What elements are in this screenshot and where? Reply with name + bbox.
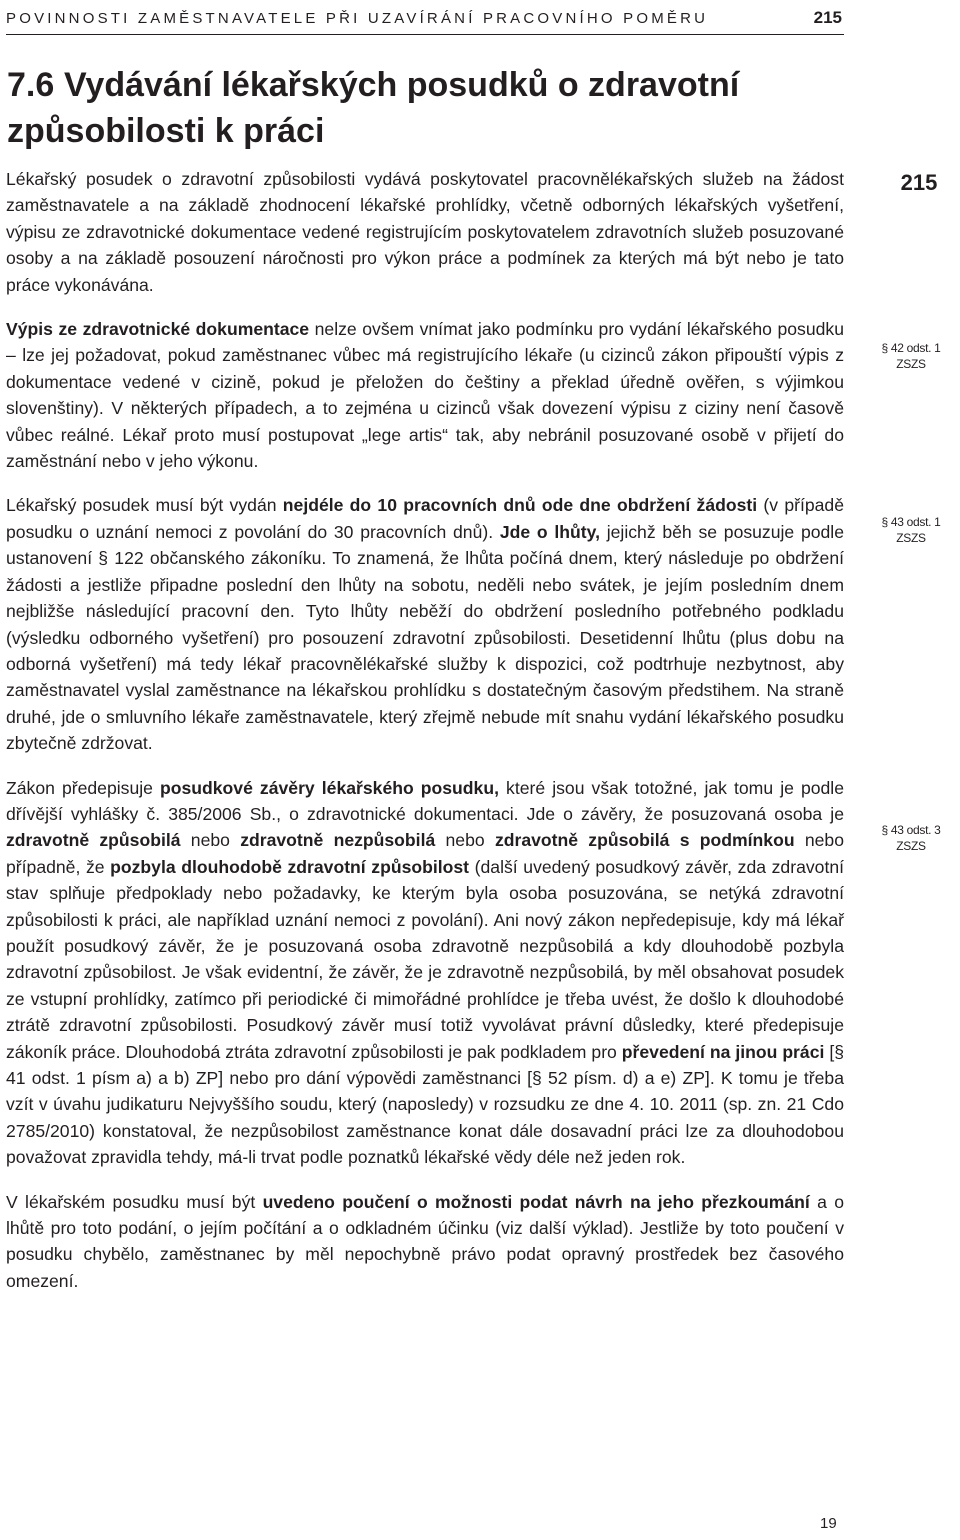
margin-note-ref: § 42 odst. 1 bbox=[881, 341, 941, 355]
bold-phrase: uvedeno poučení o možnosti podat návrh na jeho přezkoumání bbox=[262, 1191, 810, 1212]
margin-note bbox=[862, 514, 960, 546]
margin-note-law: ZSZS bbox=[896, 839, 926, 853]
text-run: nelze ovšem vnímat jako podmínku pro vydání lékařského posudku – lze jej požadovat, pokud zaměstnanec vůbec má registrujícího lékaře (u cizinců zákon připouští výpis z dokumentace vedené v cizině, pokud je přeložen do češtiny a překlad úředně ověřen, s výjimkou slovenštiny). V některých případech, a to zejména u cizinců však dovezení výpisu z ciziny není časově vůbec reálné. Lékař proto musí postupovat „lege artis“ tak, aby nebránil posuzované osobě v přijetí do zaměstnání nebo v jeho výkonu. bbox=[6, 319, 845, 472]
bold-phrase: zdravotně způsobilá bbox=[6, 830, 181, 851]
bold-phrase: zdravotně způsobilá s podmínkou bbox=[494, 830, 795, 851]
margin-page-number: 215 bbox=[900, 170, 938, 195]
bold-phrase: pozbyla dlouhodobě zdravotní způsobilost bbox=[110, 856, 470, 877]
running-header bbox=[6, 2, 844, 35]
text-run: a o lhůtě pro toto podání, o jejím počítání a o odkladném účinku (viz další výklad). Jestliže by toto poučení v posudku chybělo, zaměstnanec by měl nepochybně právo podat opravný prostředek bez časového omezení. bbox=[6, 1191, 844, 1291]
paragraph bbox=[6, 775, 844, 1171]
bold-phrase: zdravotně nezpůsobilá bbox=[240, 830, 436, 851]
bold-phrase: nejdéle do 10 pracovních dnů ode dne obdržení žádosti bbox=[282, 495, 758, 516]
bold-phrase: posudkové závěry lékařského posudku, bbox=[160, 777, 499, 798]
running-header-title: POVINNOSTI ZAMĚSTNAVATELE PŘI UZAVÍRÁNÍ PRACOVNÍHO POMĚRU bbox=[6, 9, 709, 27]
bold-phrase: Jde o lhůty, bbox=[499, 521, 600, 542]
footer-page-number: 19 bbox=[820, 1515, 837, 1532]
text-run: V lékařském posudku musí být bbox=[6, 1191, 263, 1212]
body-text bbox=[6, 166, 844, 1312]
text-run: jejichž běh se posuzuje podle ustanovení § 122 občanského zákoníku. To znamená, že lhůta počíná dnem, který následuje po obdržení žádosti a jestliže připadne poslední den lhůty na sobotu, neděli nebo svátek, je jejím posledním dnem nejbližše následující pracovní den. Tyto lhůty neběží do obdržení posledního potřebného podkladu (výsledku odborného vyšetření) pro posouzení zdravotní způsobilosti. Desetidenní lhůtu (plus dobu na odborná vyšetření) má tedy lékař pracovnělékařské služby k dispozici, což podtrhuje nezbytnost, aby zaměstnavatel vyslal zaměstnance na lékařskou prohlídku s dostatečným časovým předstihem. Na straně druhé, jde o smluvního lékaře zaměstnavatele, který zřejmě nebude mít snahu vydání lékařského posudku zbytečně zdržovat. bbox=[6, 521, 844, 754]
text-run: (v případě posudku o uznání nemoci z povolání do 30 pracovních dnů). bbox=[6, 495, 844, 542]
margin-note-law: ZSZS bbox=[896, 531, 926, 545]
margin-note-ref: § 43 odst. 1 bbox=[881, 515, 941, 529]
margin-note bbox=[862, 340, 960, 372]
paragraph bbox=[6, 1189, 844, 1295]
text-run: (další uvedený posudkový závěr, zda zdravotní stav splňuje předpoklady nebo požadavky, ke kterým byla osoba posuzována, se netýká zdravotní způsobilosti k práci, ale například uznání nemoci z povolání). Ani nový zákon nepředepisuje, kdy má lékař použít posudkový závěr, že je posuzovaná osoba zdravotně nezpůsobilá a kdy dlouhodobě pozbyla zdravotní způsobilost. Je však evidentní, že závěr, že je zdravotně nezpůsobilá, by měl obsahovat posudek ze vstupní prohlídky, zatímco při periodické či mimořádné prohlídce je třeba uvést, že došlo k dlouhodobé ztrátě zdravotní způsobilosti. Posudkový závěr musí totiž vyvolávat právní důsledky, které předepisuje zákoník práce. Dlouhodobá ztráta zdravotní způsobilosti je pak podkladem pro bbox=[6, 856, 845, 1062]
text-run: Lékařský posudek musí být vydán bbox=[6, 495, 283, 516]
margin-note bbox=[862, 822, 960, 854]
text-run: které jsou však totožné, jak tomu je podle dřívější vyhlášky č. 385/2006 Sb., o zdravotnické dokumentaci. Jde o závěry, že posuzovaná osoba je bbox=[6, 777, 844, 824]
text-run: Zákon předepisuje bbox=[6, 777, 160, 798]
paragraph bbox=[6, 316, 844, 474]
margin-note-law: ZSZS bbox=[896, 357, 926, 371]
bold-phrase: Výpis ze zdravotnické dokumentace bbox=[6, 319, 310, 340]
paragraph: Lékařský posudek o zdravotní způsobilosti vydává poskytovatel pracovnělékařských služeb na žádost zaměstnavatele a na základě zhodnocení lékařské prohlídky, včetně odborných lékařských vyšetření, výpisu ze zdravotnické dokumentace vedené registrujícím poskytovatelem zdravotních služeb posuzované osoby a na základě posouzení náročnosti pro výkon práce a podmínek za kterých má být nebo je tato práce vykonávána. bbox=[6, 169, 844, 295]
paragraph bbox=[6, 492, 844, 756]
bold-phrase: převedení na jinou práci bbox=[621, 1041, 825, 1062]
text-run: nebo případně, že bbox=[6, 830, 844, 877]
text-run: nebo bbox=[180, 830, 241, 851]
running-header-page-number: 215 bbox=[813, 8, 842, 27]
text-run: [§ 41 odst. 1 písm a) a b) ZP] nebo pro dání výpovědi zaměstnanci [§ 52 písm. d) a e) ZP]. K tomu je třeba vzít v úvahu judikaturu Nejvyššího soudu, který (naposledy) v rozsudku ze dne 4. 10. 2011 (sp. zn. 21 Cdo 2785/2010) konstatoval, že nezpůsobilost zaměstnance konat dále dosavadní práci lze za dlouhodobou považovat zpravidla tehdy, má-li trvat podle poznatků lékařské vědy déle než jeden rok. bbox=[6, 1041, 844, 1168]
margin-note-ref: § 43 odst. 3 bbox=[881, 823, 941, 837]
chapter-number: 7.6 bbox=[7, 66, 55, 104]
chapter-title-text: Vydávání lékařských posudků o zdravotní způsobilosti k práci bbox=[7, 66, 740, 150]
text-run: nebo bbox=[435, 830, 495, 851]
chapter-title bbox=[7, 62, 827, 154]
